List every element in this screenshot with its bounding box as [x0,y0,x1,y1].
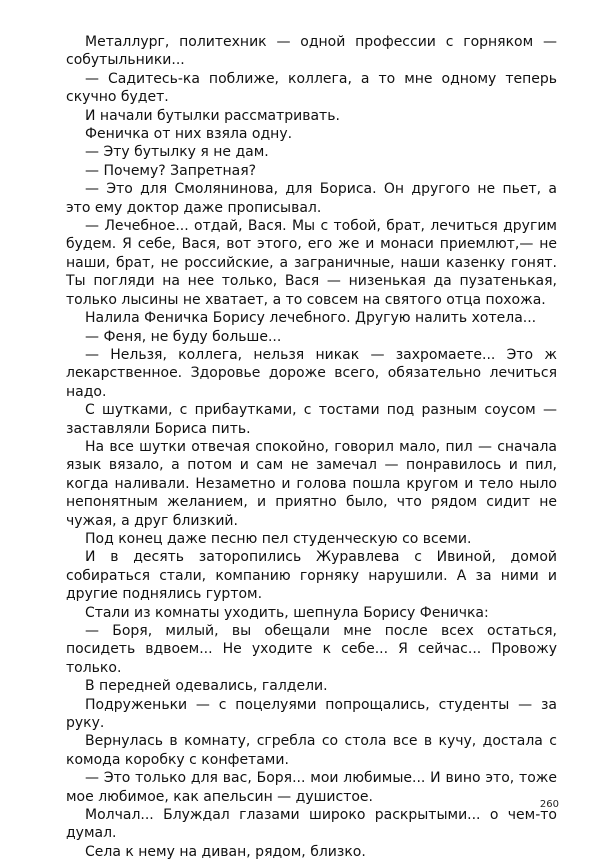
paragraph: — Лечебное... отдай, Вася. Мы с тобой, брат, лечиться другим будем. Я себе, Вася, вот этого, его же и монаси приемлют,— не наши, брат, не российские, а заграничные, наши казенку гонят. Ты погляди на нее только, Вася — низенькая да пузатенькая, только лысины не хватает, а то совсем на святого отца похожа. [66,218,557,308]
paragraph: — Это для Смолянинова, для Бориса. Он другого не пьет, а это ему доктор даже прописывал. [66,181,557,216]
paragraph: — Садитесь-ка поближе, коллега, а то мне одному теперь скучно будет. [66,70,557,106]
paragraph: — Эту бутылку я не дам. [85,144,269,161]
paragraph: Молчал... Блуждал глазами широко раскрытыми... о чем-то думал. [66,807,557,842]
paragraph: В передней одевались, галдели. [85,678,328,695]
paragraph: — Нельзя, коллега, нельзя никак — захромаете... Это ж лекарственное. Здоровье дороже всего, обязательно лечиться надо. [66,346,557,400]
paragraph: — Боря, милый, вы обещали мне после всех остаться, посидеть вдвоем... Не уходите к себе... Я сейчас... Провожу только. [66,623,557,676]
paragraph: Вернулась в комнату, сгребла со стола все в кучу, достала с комода коробку с конфетами. [66,733,557,768]
paragraph: Металлург, политехник — одной профессии с горняком — собутыльники... [66,34,557,69]
paragraph: С шутками, с прибаутками, с тостами под разным соусом — заставляли Бориса пить. [66,402,557,437]
paragraph: Под конец даже песню пел студенческую со всеми. [85,530,472,547]
paragraph: Феничка от них взяла одну. [85,126,293,143]
paragraph: — Почему? Запретная? [85,162,257,179]
paragraph: Стали из комнаты уходить, шепнула Борису Феничка: [85,604,489,621]
paragraph: Села к нему на диван, рядом, близко. [85,843,366,860]
paragraph: И в десять заторопились Журавлева с Ивиной, домой собираться стали, компанию горняку нарушили. А за ними и другие поднялись гуртом. [66,549,557,603]
paragraph: Налила Феничка Борису лечебного. Другую налить хотела... [85,310,537,327]
paragraph: — Это только для вас, Боря... мои любимые... И вино это, тоже мое любимое, как апельсин — душистое. [66,770,557,805]
paragraph: И начали бутылки рассматривать. [85,107,340,124]
paragraph: Подруженьки — с поцелуями попрощались, студенты — за руку. [66,696,557,732]
page-text [66,33,557,861]
page-number: 260 [539,799,559,810]
paragraph: На все шутки отвечая спокойно, говорил мало, пил — сначала язык вязало, а потом и сам не замечал — понравилось и пил, когда наливали. Незаметно и голова пошла кругом и тело ныло непонятным желанием, и приятно было, что рядом сидит не чужая, а друг близкий. [66,438,557,529]
paragraph: — Феня, не буду больше... [85,328,282,345]
